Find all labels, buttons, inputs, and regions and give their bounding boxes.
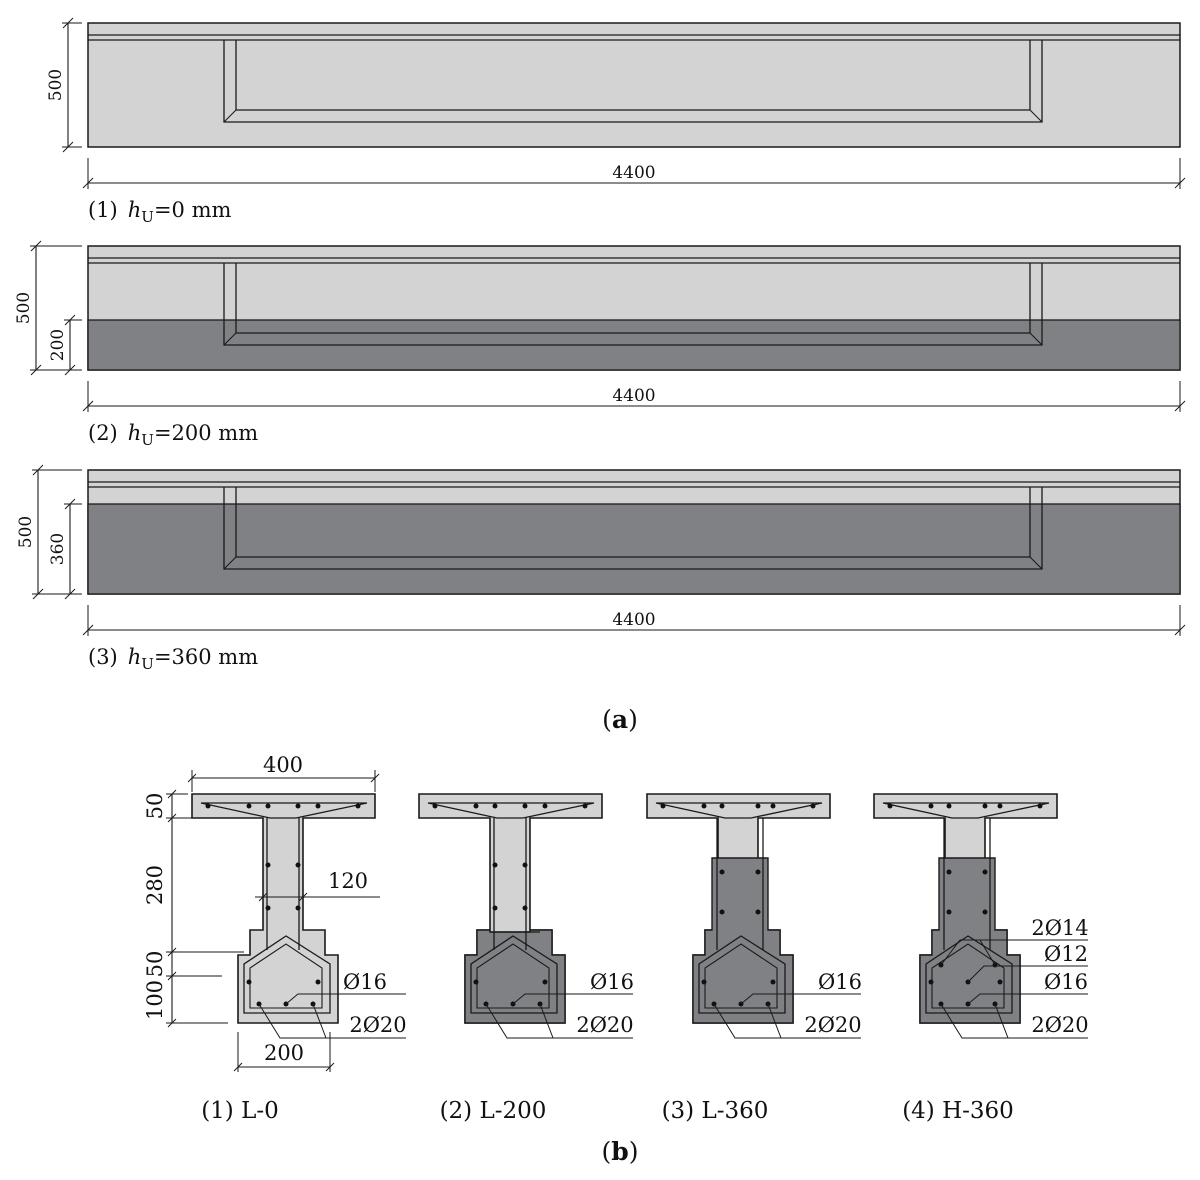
section-caption: (1) L-0	[201, 1098, 279, 1124]
cross-section-2	[419, 794, 634, 1124]
dim-width-bottom-label: 200	[263, 1041, 305, 1065]
length-dimension	[83, 605, 1185, 636]
uhpc-region	[465, 930, 565, 1023]
dim-web-height-label: 280	[143, 864, 167, 906]
uhpc-dim-label: 360	[48, 532, 68, 566]
beam-caption: (1) $h_U=0$ mm	[88, 198, 232, 226]
beam-caption: (3) $h_U=360$ mm	[88, 645, 259, 673]
bar-label: 2Ø20	[576, 1013, 634, 1037]
dim-width-top-label: 400	[262, 753, 304, 777]
length-dimension	[83, 381, 1185, 412]
dim-width-top	[188, 753, 379, 792]
bar-label: 2Ø20	[349, 1013, 407, 1037]
bar-label: Ø16	[818, 970, 862, 994]
cross-section-1	[143, 753, 407, 1124]
height-dimension	[46, 18, 82, 152]
cross-section-4	[874, 794, 1089, 1124]
bar-label: 2Ø20	[804, 1013, 862, 1037]
uhpc-dim-label: 200	[48, 328, 68, 362]
length-dimension	[83, 158, 1185, 189]
bar-label: Ø12	[1044, 942, 1088, 966]
beam-caption: (2) $h_U=200$ mm	[88, 421, 259, 449]
uhpc-dimension	[48, 315, 82, 375]
cross-section-3	[647, 794, 862, 1124]
beam-elevation-3	[16, 465, 1185, 673]
dim-bulb-label: 100	[143, 979, 167, 1021]
bar-label: 2Ø20	[1031, 1013, 1089, 1037]
section-caption: (2) L-200	[439, 1098, 547, 1124]
section-caption: (4) H-360	[902, 1098, 1014, 1124]
length-dim-label: 4400	[612, 610, 656, 630]
beam-body	[88, 23, 1180, 147]
bar-label: Ø16	[343, 970, 387, 994]
uhpc-region	[693, 858, 793, 1023]
height-dim-label: 500	[14, 291, 34, 325]
dim-web-width-label: 120	[327, 869, 369, 893]
part-b-label: (b)	[601, 1137, 639, 1166]
length-dim-label: 4400	[612, 386, 656, 406]
bar-label: 2Ø14	[1031, 916, 1089, 940]
dim-taper-label: 50	[143, 950, 167, 978]
bar-label: Ø16	[1044, 970, 1088, 994]
height-dim-label: 500	[46, 68, 66, 102]
dim-flange-label: 50	[143, 792, 167, 820]
length-dim-label: 4400	[612, 163, 656, 183]
section-caption: (3) L-360	[661, 1098, 769, 1124]
beam-elevation-2	[14, 241, 1185, 449]
height-dimension	[16, 465, 82, 599]
part-a-label: (a)	[602, 705, 638, 734]
part-b	[143, 753, 1089, 1166]
bar-label: Ø16	[590, 970, 634, 994]
uhpc-dimension	[48, 499, 82, 599]
dim-vertical-chain	[143, 790, 244, 1027]
part-a	[14, 18, 1185, 734]
height-dim-label: 500	[16, 515, 36, 549]
uhpc-layer	[88, 504, 1180, 594]
beam-elevation-1	[46, 18, 1185, 226]
